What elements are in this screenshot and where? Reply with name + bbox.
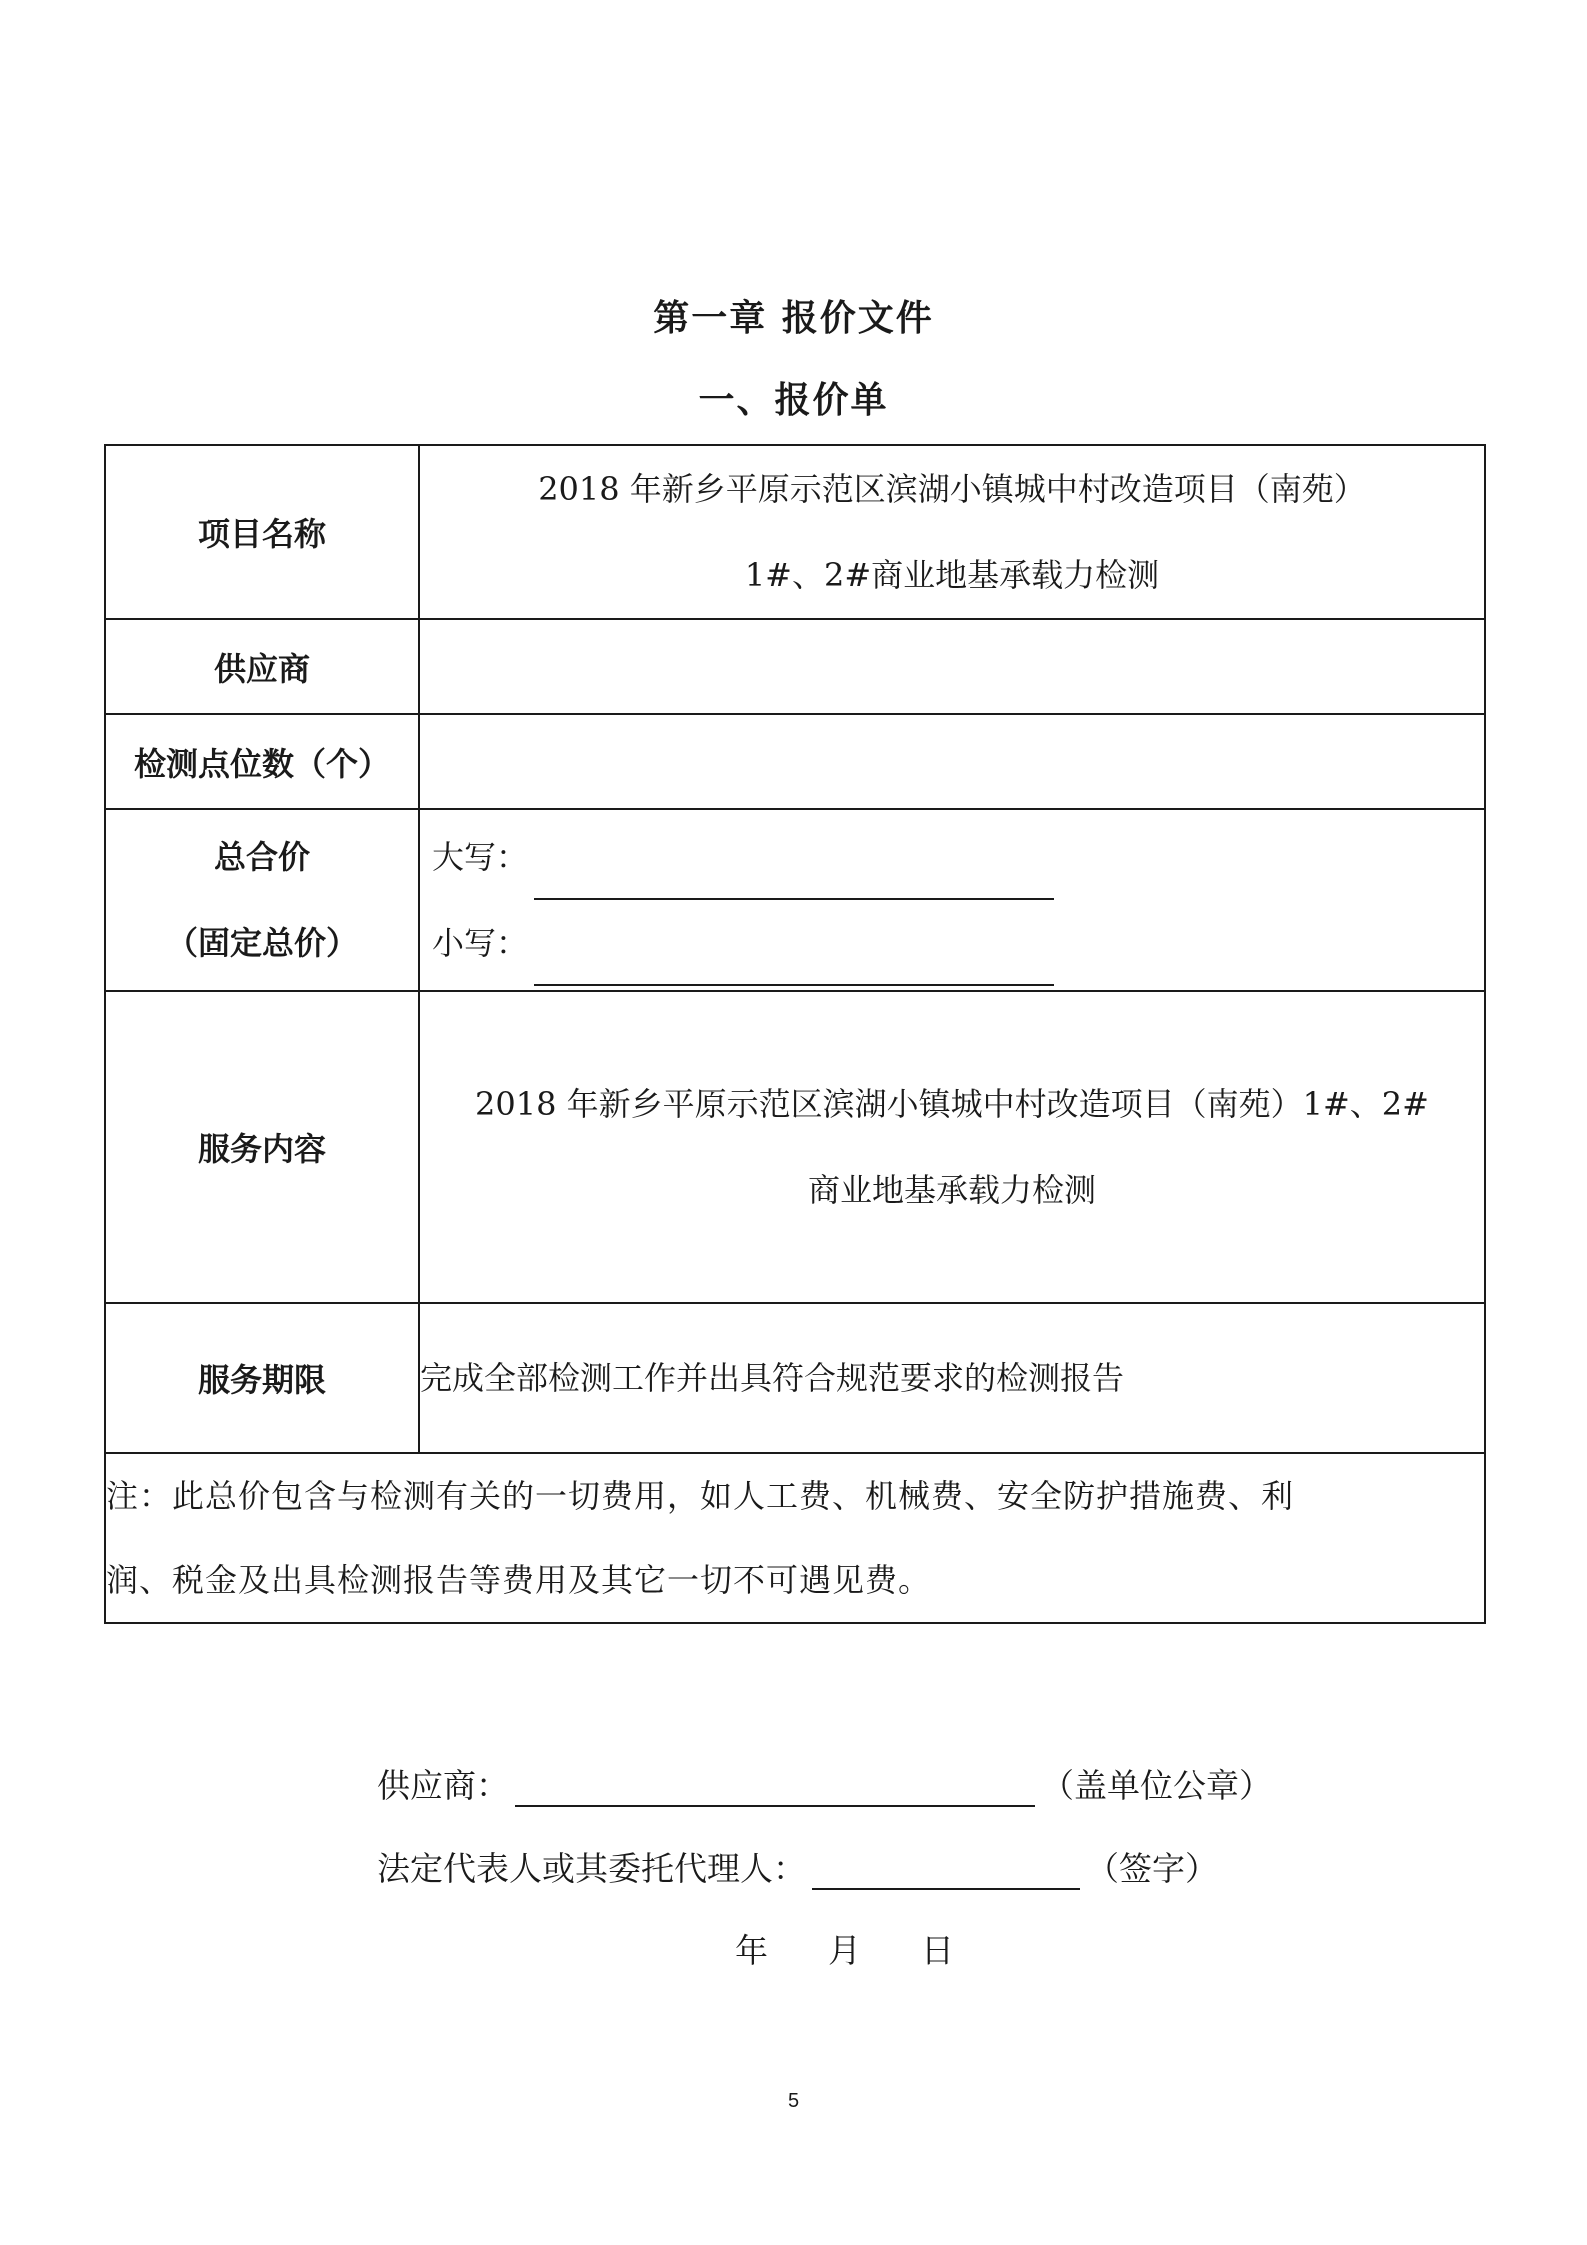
service-content-label: 服务内容 (105, 991, 419, 1303)
total-price-value (419, 809, 1485, 991)
row-service-content (105, 991, 1485, 1303)
total-label-line2: （固定总价） (165, 924, 358, 962)
supplier-signature-field[interactable] (515, 1765, 1035, 1807)
total-upper-field[interactable] (534, 842, 1054, 900)
row-service-period (105, 1303, 1485, 1453)
project-name-line2: 1#、2#商业地基承载力检测 (744, 556, 1160, 594)
date-month: 月 (828, 1931, 861, 1970)
rep-signature-row (377, 1843, 1218, 1890)
service-content-line1: 2018 年新乡平原示范区滨湖小镇城中村改造项目（南苑）1#、2# (475, 1085, 1429, 1123)
service-content-value (419, 991, 1485, 1303)
supplier-signature-row (377, 1760, 1272, 1807)
total-lower-row (420, 900, 1484, 986)
page-number: 5 (787, 2090, 800, 2112)
note-line1: 注：此总价包含与检测有关的一切费用，如人工费、机械费、安全防护措施费、利 (106, 1477, 1295, 1515)
points-label: 检测点位数（个） (105, 714, 419, 809)
service-period-label: 服务期限 (105, 1303, 419, 1453)
row-points (105, 714, 1485, 809)
supplier-label: 供应商 (105, 619, 419, 714)
points-field[interactable] (419, 714, 1485, 809)
supplier-signature-label: 供应商： (377, 1766, 509, 1805)
total-upper-label: 大写： (432, 838, 529, 876)
quote-table (104, 444, 1486, 1624)
project-name-label: 项目名称 (105, 445, 419, 619)
total-lower-field[interactable] (534, 928, 1054, 986)
note-line2: 润、税金及出具检测报告等费用及其它一切不可遇见费。 (106, 1561, 932, 1599)
date-row (735, 1925, 954, 1972)
supplier-signature-suffix: （盖单位公章） (1041, 1766, 1272, 1805)
service-content-line2: 商业地基承载力检测 (807, 1171, 1096, 1209)
rep-signature-suffix: （签字） (1086, 1849, 1218, 1888)
row-project-name (105, 445, 1485, 619)
date-year: 年 (735, 1931, 768, 1970)
note-cell (105, 1453, 1485, 1623)
project-name-line1: 2018 年新乡平原示范区滨湖小镇城中村改造项目（南苑） (538, 470, 1366, 508)
total-lower-label: 小写： (432, 924, 529, 962)
date-day: 日 (921, 1931, 954, 1970)
row-total-price (105, 809, 1485, 991)
section-title: 一、报价单 (698, 380, 889, 421)
service-period-value: 完成全部检测工作并出具符合规范要求的检测报告 (419, 1303, 1485, 1453)
row-supplier (105, 619, 1485, 714)
supplier-field[interactable] (419, 619, 1485, 714)
total-label-line1: 总合价 (213, 838, 310, 876)
rep-signature-field[interactable] (812, 1848, 1080, 1890)
total-price-label (105, 809, 419, 991)
row-note (105, 1453, 1485, 1623)
total-upper-row (420, 814, 1484, 900)
chapter-title: 第一章 报价文件 (653, 298, 934, 339)
rep-signature-label: 法定代表人或其委托代理人： (377, 1849, 806, 1888)
project-name-value (419, 445, 1485, 619)
